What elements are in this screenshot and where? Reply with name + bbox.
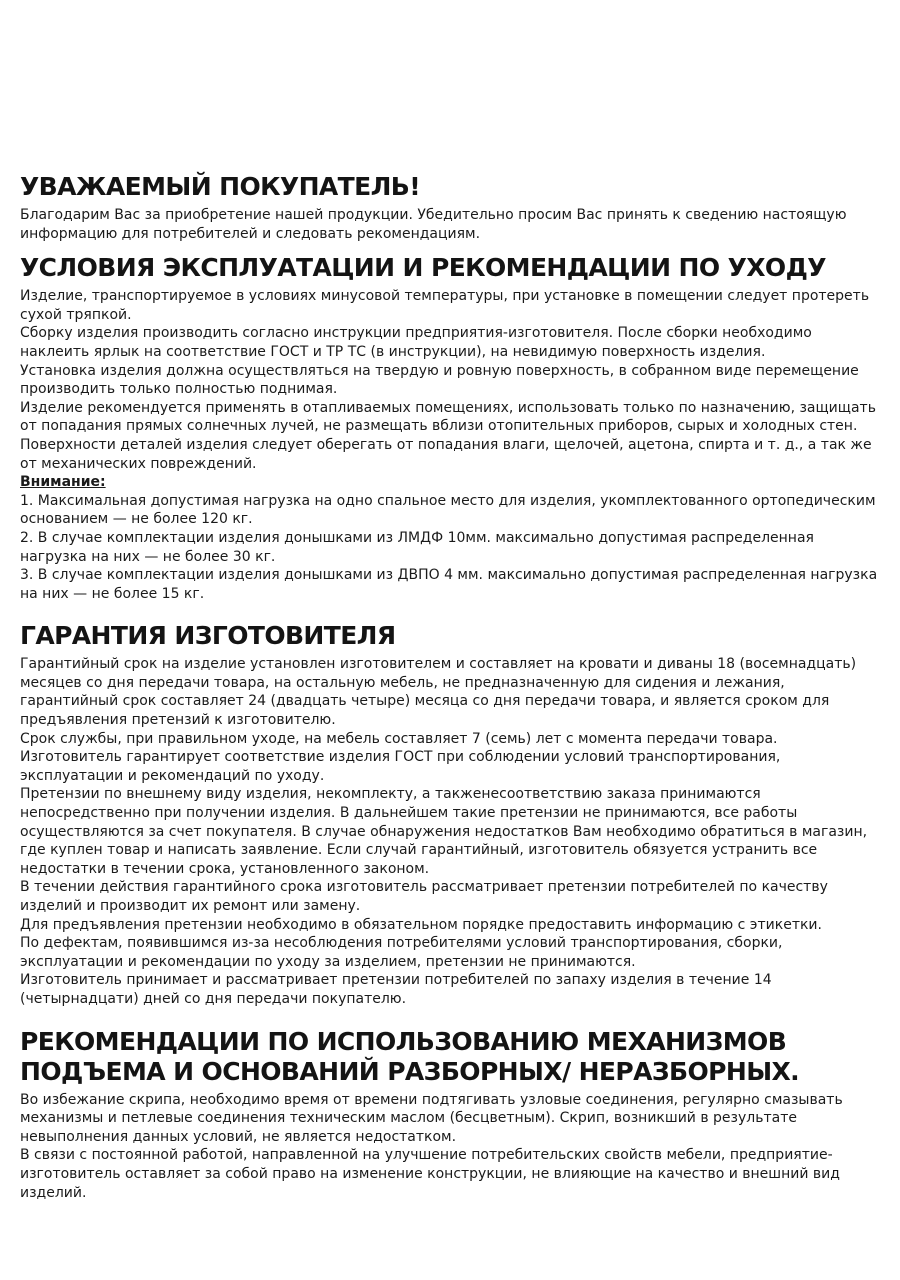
section-usage-conditions <box>20 253 878 603</box>
section-heading-lifting-mechanisms: РЕКОМЕНДАЦИИ ПО ИСПОЛЬЗОВАНИЮ МЕХАНИЗМОВ ПОДЪЕМА И ОСНОВАНИЙ РАЗБОРНЫХ/ НЕРАЗБОРНЫХ. <box>20 1026 800 1086</box>
section-lifting-mechanisms <box>20 1027 878 1203</box>
attention-item-1: 1. Максимальная допустимая нагрузка на одно спальное место для изделия, укомплектованного ортопедическим основанием — не более 120 кг. <box>20 492 876 528</box>
paragraph-label-info: Для предъявления претензии необходимо в обязательном порядке предоставить информацию с этикетки. <box>20 916 822 933</box>
attention-item-2: 2. В случае комплектации изделия донышками из ЛМДФ 10мм. максимально допустимая распределенная нагрузка на них — не более 30 кг. <box>20 529 814 565</box>
paragraph-cold-transport: Изделие, транспортируемое в условиях минусовой температуры, при установке в помещении следует протереть сухой тряпкой. <box>20 288 870 323</box>
paragraph-odor-claims: Изготовитель принимает и рассматривает претензии потребителей по запаху изделия в течение 14 (четырнадцати) дней со дня передачи покупателю. <box>20 972 772 1007</box>
paragraph-service-life: Срок службы, при правильном уходе, на мебель составляет 7 (семь) лет с момента передачи товара. <box>20 730 778 747</box>
section-heading-warranty: ГАРАНТИЯ ИЗГОТОВИТЕЛЯ <box>20 621 396 651</box>
paragraph-gost-compliance: Изготовитель гарантирует соответствие изделия ГОСТ при соблюдении условий транспортирования, эксплуатации и рекомендаций по уходу. <box>20 749 781 784</box>
paragraph-surfaces: Поверхности деталей изделия следует оберегать от попадания влаги, щелочей, ацетона, спирта и т. д., а так же от механических повреждений. <box>20 436 872 472</box>
attention-item-3: 3. В случае комплектации изделия донышками из ДВПО 4 мм. максимально допустимая распределенная нагрузка на них — не более 15 кг. <box>20 567 878 602</box>
paragraph-claims-appearance: Претензии по внешнему виду изделия, некомплекту, а такженесоответствию заказа принимаются непосредственно при получении изделия. В дальнейшем такие претензии не принимаются, все работы осуществляются за счет покупателя. В случае обнаружения недостатков Вам необходимо обратиться в магазин, где куплен товар и написать заявление. Если случай гарантийный, изготовитель обязуется устранить все недостатки в течении срока, установленного законом. <box>20 786 868 877</box>
paragraph-assembly: Сборку изделия производить согласно инструкции предприятия-изготовителя. После сборки необходимо наклеить ярлык на соответствие ГОСТ и ТР ТС (в инструкции), на невидимую поверхность изделия. <box>20 325 812 360</box>
attention-label: Внимание: <box>20 474 106 491</box>
section-dear-customer <box>20 172 878 243</box>
paragraph-installation: Установка изделия должна осуществляться на твердую и ровную поверхность, в собранном виде перемещение производить только полностью поднимая. <box>20 362 859 398</box>
paragraph-thanks: Благодарим Вас за приобретение нашей продукции. Убедительно просим Вас принять к сведению настоящую информацию для потребителей и следовать рекомендациям. <box>20 207 847 242</box>
paragraph-warranty-period: Гарантийный срок на изделие установлен изготовителем и составляет на кровати и диваны 18 (восемнадцать) месяцев со дня передачи товара, на остальную мебель, не предназначенную для сидения и лежания, гарантийный срок составляет 24 (двадцать четыре) месяца со дня передачи товара, и является сроком для предъявления претензий к изготовителю. <box>20 656 857 729</box>
paragraph-heated-rooms: Изделие рекомендуется применять в отапливаемых помещениях, использовать только по назначению, защищать от попадания прямых солнечных лучей, не размещать вблизи отопительных приборов, сырых и холодных стен. <box>20 399 876 435</box>
paragraph-defects-excluded: По дефектам, появившимся из-за несоблюдения потребителями условий транспортирования, сборки, эксплуатации и рекомендации по уходу за изделием, претензии не принимаются. <box>20 935 783 970</box>
paragraph-squeak-prevention: Во избежание скрипа, необходимо время от времени подтягивать узловые соединения, регулярно смазывать механизмы и петлевые соединения техническим маслом (бесцветным). Скрип, возникший в результате невыполнения данных условий, не является недостатком. <box>20 1091 843 1145</box>
paragraph-design-changes: В связи с постоянной работой, направленной на улучшение потребительских свойств мебели, предприятие-изготовитель оставляет за собой право на изменение конструкции, не влияющие на качество и внешний вид изделий. <box>20 1147 840 1201</box>
section-heading-dear-customer: УВАЖАЕМЫЙ ПОКУПАТЕЛЬ! <box>20 172 421 201</box>
paragraph-claims-quality: В течении действия гарантийного срока изготовитель рассматривает претензии потребителей по качеству изделий и производит их ремонт или замену. <box>20 879 828 914</box>
section-heading-usage-conditions: УСЛОВИЯ ЭКСПЛУАТАЦИИ И РЕКОМЕНДАЦИИ ПО УХОДУ <box>20 253 826 283</box>
section-warranty <box>20 621 878 1008</box>
